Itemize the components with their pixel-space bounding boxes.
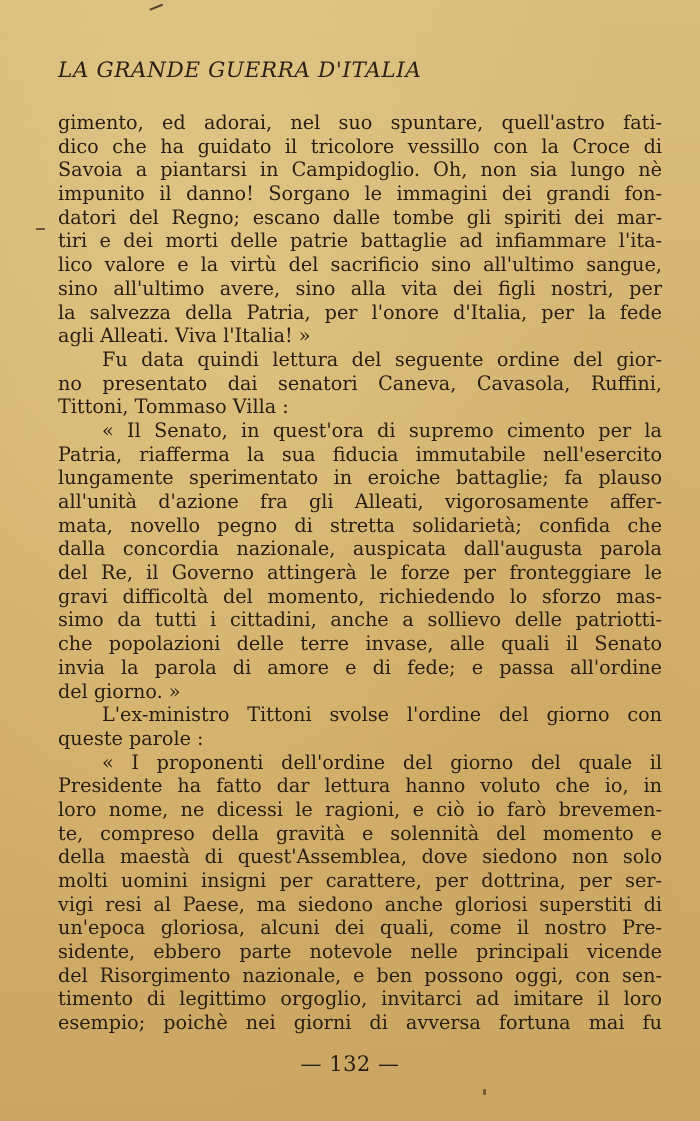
text-line: tiri e dei morti delle patrie battaglie ad infiammare l'ita- — [58, 229, 662, 253]
text-line: sino all'ultimo avere, sino alla vita dei figli nostri, per — [58, 276, 662, 300]
text-line: Tittoni, Tommaso Villa : — [58, 395, 289, 419]
text-line: lungamente sperimentato in eroiche battaglie; fa plauso — [58, 466, 662, 490]
text-line: simo da tutti i cittadini, anche a sollievo delle patriotti- — [58, 608, 662, 632]
text-line: Presidente ha fatto dar lettura hanno voluto che io, in — [58, 774, 662, 798]
text-line: sidente, ebbero parte notevole nelle principali vicende — [58, 940, 662, 964]
text-line: Patria, riafferma la sua fiducia immutabile nell'esercito — [58, 442, 662, 466]
text-line: te, compreso della gravità e solennità del momento e — [58, 821, 662, 845]
text-line: gimento, ed adorai, nel suo spuntare, quell'astro fati- — [58, 111, 662, 134]
text-line: gravi difficoltà del momento, richiedendo lo sforzo mas- — [58, 584, 662, 608]
text-line: lico valore e la virtù del sacrificio sino all'ultimo sangue, — [58, 253, 662, 277]
text-line: « I proponenti dell'ordine del giorno del quale il — [102, 750, 662, 774]
text-line: che popolazioni delle terre invase, alle quali il Senato — [58, 632, 662, 656]
text-line: all'unità d'azione fra gli Alleati, vigorosamente affer- — [58, 490, 662, 513]
text-line: del Re, il Governo attingerà le forze per fronteggiare le — [58, 561, 662, 585]
text-line: L'ex-ministro Tittoni svolse l'ordine del giorno con — [102, 703, 662, 727]
text-line: la salvezza della Patria, per l'onore d'Italia, per la fede — [58, 300, 662, 324]
text-line: dalla concordia nazionale, auspicata dall'augusta parola — [58, 537, 662, 561]
text-line: Fu data quindi lettura del seguente ordine del gior- — [102, 347, 662, 371]
ink-mark — [149, 4, 164, 15]
text-line: esempio; poichè nei giorni di avversa fortuna mai fu — [58, 1011, 662, 1035]
text-line: dico che ha guidato il tricolore vessillo con la Croce di — [58, 134, 662, 158]
text-line: Savoia a piantarsi in Campidoglio. Oh, non sia lungo nè — [58, 158, 662, 182]
text-line: impunito il danno! Sorgano le immagini dei grandi fon- — [58, 182, 662, 206]
text-line: queste parole : — [58, 726, 204, 750]
ink-mark — [36, 228, 45, 230]
page-number: — 132 — — [300, 1052, 400, 1076]
running-head: LA GRANDE GUERRA D'ITALIA — [58, 58, 422, 83]
text-line: molti uomini insigni per carattere, per dottrina, per ser- — [58, 869, 662, 892]
text-line: timento di legittimo orgoglio, invitarci ad imitare il loro — [58, 987, 662, 1011]
text-line: agli Alleati. Viva l'Italia! » — [58, 324, 311, 348]
text-line: vigi resi al Paese, ma siedono anche gloriosi superstiti di — [58, 892, 662, 916]
text-line: mata, novello pegno di stretta solidarietà; confida che — [58, 513, 662, 537]
text-line: della maestà di quest'Assemblea, dove siedono non solo — [58, 845, 662, 869]
ink-mark — [483, 1089, 486, 1095]
text-line: loro nome, ne dicessi le ragioni, e ciò io farò brevemen- — [58, 797, 662, 821]
text-line: no presentato dai senatori Caneva, Cavasola, Ruffini, — [58, 371, 662, 395]
text-line: un'epoca gloriosa, alcuni dei quali, come il nostro Pre- — [58, 916, 662, 940]
body-text — [58, 111, 662, 1035]
text-line: datori del Regno; escano dalle tombe gli spiriti dei mar- — [58, 205, 662, 229]
text-line: « Il Senato, in quest'ora di supremo cimento per la — [102, 418, 662, 442]
text-line: del giorno. » — [58, 679, 181, 703]
text-line: del Risorgimento nazionale, e ben possono oggi, con sen- — [58, 963, 662, 987]
text-line: invia la parola di amore e di fede; e passa all'ordine — [58, 655, 662, 679]
